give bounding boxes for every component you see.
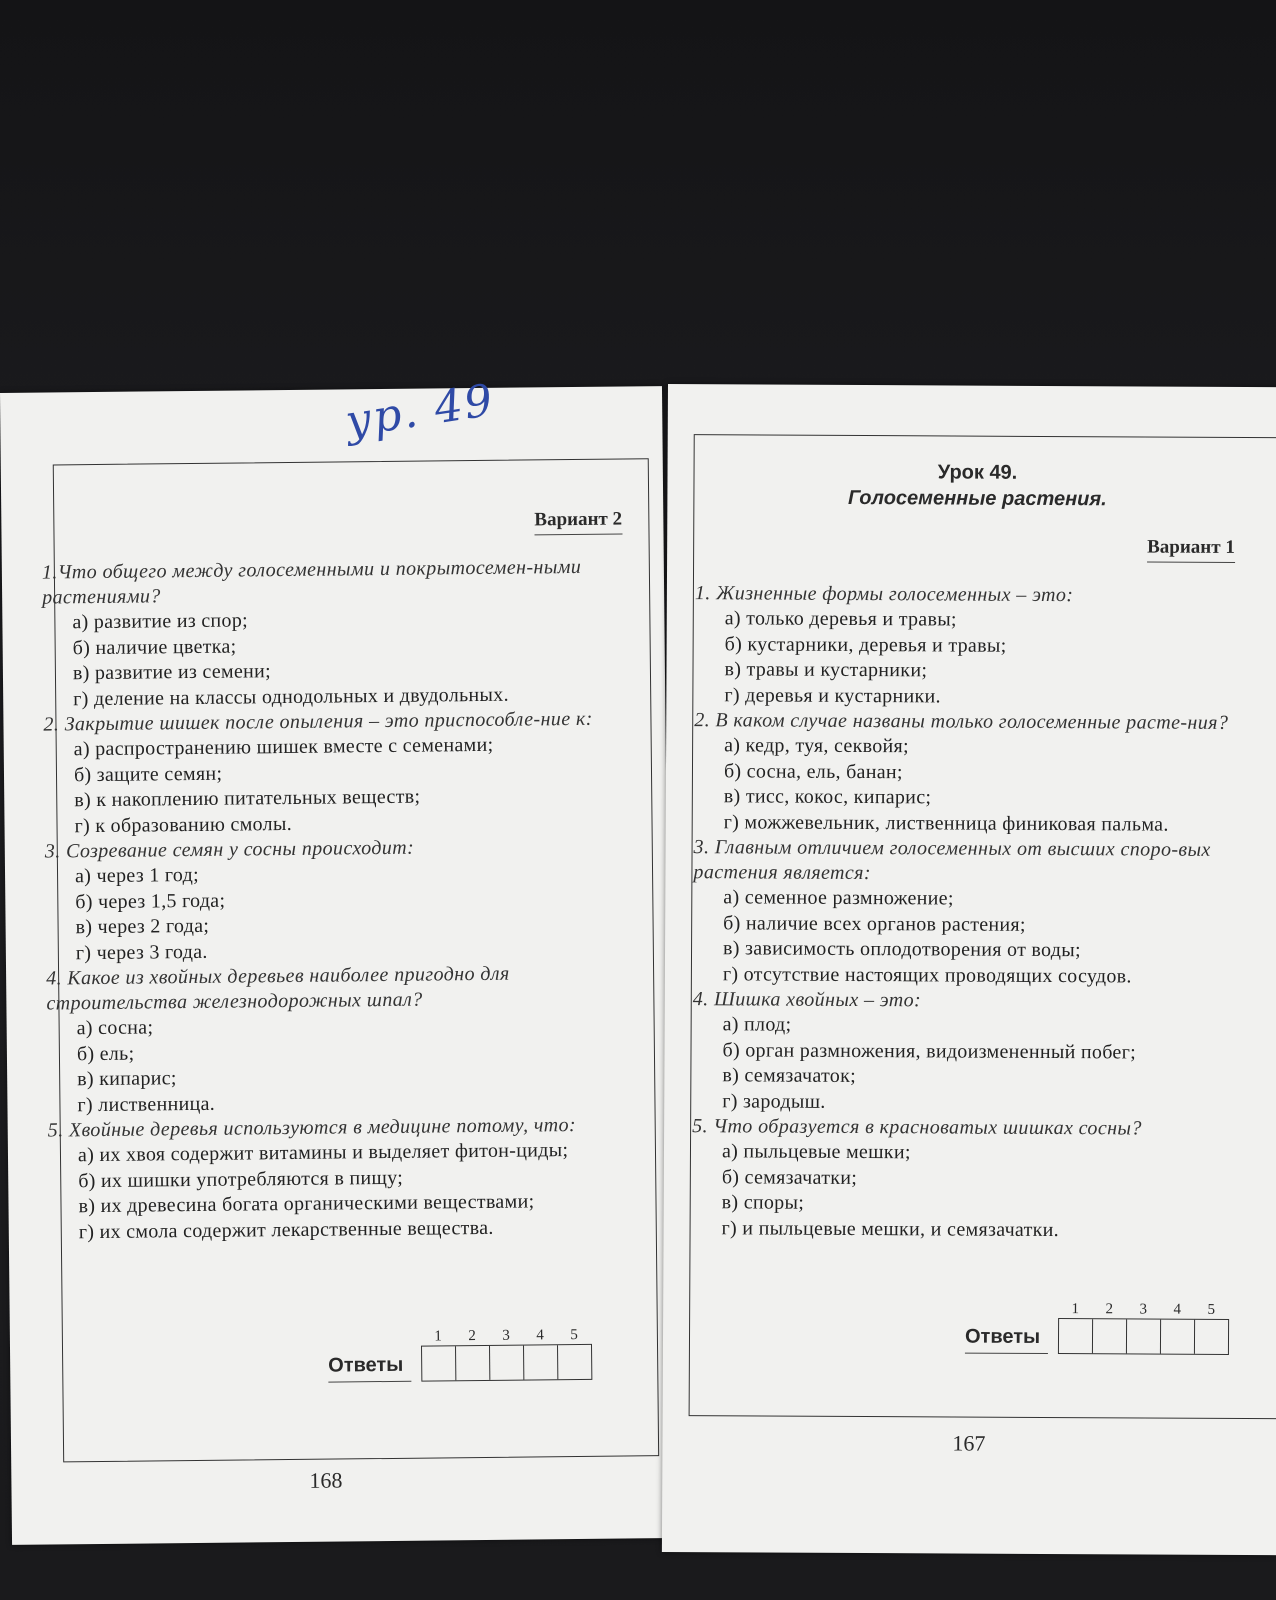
question-block: [43, 706, 629, 839]
answer-option: б) ель;: [76, 1042, 135, 1065]
answer-option: а) только деревья и травы;: [724, 607, 957, 631]
answer-cell[interactable]: [456, 1346, 490, 1380]
answer-option: в) их древесина богата органическими веществами;: [78, 1190, 535, 1218]
answer-number: 3: [502, 1327, 510, 1344]
answer-option: г) лиственница.: [77, 1092, 216, 1116]
question-block: [692, 1114, 1273, 1244]
answer-cell[interactable]: [558, 1345, 591, 1379]
left-page: [0, 374, 674, 1545]
answer-number: 5: [1207, 1301, 1216, 1318]
question-block: [42, 554, 629, 712]
answers-label: Ответы: [328, 1354, 411, 1383]
answer-option: б) наличие всех органов растения;: [723, 911, 1026, 936]
answer-option: б) семязачатки;: [721, 1165, 858, 1189]
answer-option: г) отсутствие настоящих проводящих сосудов.: [722, 962, 1132, 987]
answer-option: в) споры;: [721, 1191, 805, 1214]
answer-option: в) тисс, кокос, кипарис;: [723, 785, 932, 809]
answer-option: а) кедр, туя, секвойя;: [724, 734, 909, 758]
answer-option: в) семязачаток;: [722, 1064, 857, 1087]
lesson-number: Урок 49.: [937, 461, 1018, 484]
answer-option: г) к образованию смолы.: [74, 812, 293, 837]
answer-option: г) и пыльцевые мешки, и семязачатки.: [721, 1216, 1060, 1241]
lesson-title: [807, 459, 1147, 513]
answers-grid: [1058, 1301, 1229, 1355]
question-block: [692, 987, 1273, 1117]
answers-label: Ответы: [965, 1326, 1048, 1354]
question-block: [46, 960, 633, 1118]
answer-option: г) зародыш.: [722, 1089, 826, 1113]
answer-option: а) их хвоя содержит витамины и выделяет фитон-циды;: [77, 1139, 569, 1167]
answer-cell[interactable]: [1161, 1320, 1195, 1354]
answer-option: г) можжевельник, лиственница финиковая пальма.: [723, 810, 1169, 836]
answer-number: 2: [1105, 1301, 1114, 1318]
answer-cell[interactable]: [1127, 1319, 1161, 1353]
answer-option: в) кипарис;: [77, 1067, 177, 1091]
answer-option: а) развитие из спор;: [72, 609, 249, 634]
answer-number: 1: [434, 1328, 442, 1345]
answer-cells: [421, 1344, 592, 1382]
variant-heading: Вариант 2: [534, 508, 622, 535]
answer-option: в) зависимость оплодотворения от воды;: [722, 937, 1081, 962]
variant-heading: Вариант 1: [1147, 537, 1235, 563]
answer-cell[interactable]: [1059, 1319, 1093, 1353]
answer-option: в) через 2 года;: [75, 914, 210, 939]
answer-cell[interactable]: [524, 1345, 558, 1379]
question-list: [692, 581, 1275, 1244]
question-text: 4. Шишка хвойных – это:: [692, 988, 922, 1012]
lesson-subtitle: Голосеменные растения.: [847, 486, 1107, 511]
question-block: [48, 1112, 634, 1245]
answer-cell[interactable]: [422, 1346, 456, 1380]
answer-option: в) развитие из семени;: [72, 660, 272, 685]
answer-cell[interactable]: [1195, 1320, 1228, 1354]
answer-number: 3: [1139, 1301, 1148, 1318]
answers-table: [965, 1301, 1229, 1355]
answer-cell[interactable]: [1093, 1319, 1127, 1353]
question-text: 2. В каком случае названы только голосеменные расте-ния?: [694, 709, 1229, 734]
question-text: 1.Что общего между голосеменными и покрытосемен-ными растениями?: [41, 555, 582, 609]
answer-cell[interactable]: [490, 1346, 524, 1380]
question-block: [693, 835, 1274, 990]
handwritten-note: ур. 49: [342, 374, 498, 448]
answer-option: г) деление на классы однодольных и двудольных.: [73, 683, 509, 710]
answer-option: б) через 1,5 года;: [75, 889, 226, 913]
question-text: 5. Что образуется в красноватых шишках сосны?: [692, 1115, 1142, 1140]
page-number: 168: [309, 1467, 343, 1493]
question-text: 2. Закрытие шишек после опыления – это приспособле-ние к:: [43, 707, 593, 736]
answer-cells: [1058, 1318, 1229, 1355]
page-number: 167: [952, 1430, 986, 1456]
answer-option: б) защите семян;: [73, 762, 223, 786]
answer-numbers: [421, 1327, 592, 1346]
answer-option: а) распространению шишек вместе с семенами;: [73, 733, 494, 761]
answer-option: б) их шишки употребляются в пищу;: [78, 1166, 404, 1192]
answer-number: 4: [536, 1327, 544, 1344]
answer-option: б) кустарники, деревья и травы;: [724, 632, 1007, 657]
question-text: 1. Жизненные формы голосеменных – это:: [694, 582, 1074, 607]
question-text: 5. Хвойные деревья используются в медицине потому, что:: [47, 1114, 577, 1142]
answer-option: б) орган размножения, видоизмененный побег;: [722, 1038, 1137, 1063]
answers-grid: [421, 1327, 593, 1382]
question-text: 3. Главным отличием голосеменных от высших споро-вых растения является:: [693, 836, 1211, 885]
answer-number: 4: [1173, 1301, 1182, 1318]
answer-option: а) через 1 год;: [74, 863, 200, 888]
answer-number: 1: [1071, 1301, 1080, 1318]
answer-option: в) травы и кустарники;: [724, 658, 928, 682]
question-text: 3. Созревание семян у сосны происходит:: [44, 836, 415, 863]
question-list: [42, 554, 634, 1245]
answer-number: 2: [468, 1328, 476, 1345]
answer-option: г) их смола содержит лекарственные вещества.: [78, 1216, 494, 1243]
answer-option: г) деревья и кустарники.: [724, 683, 941, 707]
answer-numbers: [1058, 1301, 1229, 1319]
question-block: [694, 708, 1275, 838]
answer-option: а) сосна;: [76, 1016, 154, 1040]
answers-table: [328, 1327, 593, 1383]
answer-option: б) наличие цветка;: [72, 635, 237, 659]
answer-option: а) пыльцевые мешки;: [721, 1140, 911, 1164]
answer-option: а) плод;: [722, 1013, 792, 1036]
answer-option: а) семенное размножение;: [723, 886, 954, 910]
answer-option: г) через 3 года.: [75, 940, 208, 964]
question-block: [694, 581, 1275, 711]
right-page: [662, 384, 1276, 1555]
answer-number: 5: [570, 1327, 578, 1344]
question-text: 4. Какое из хвойных деревьев наиболее пригодно для строительства железнодорожных шпал?: [46, 962, 510, 1015]
question-block: [45, 833, 631, 966]
answer-option: в) к накоплению питательных веществ;: [74, 785, 421, 812]
answer-option: б) сосна, ель, банан;: [723, 759, 903, 783]
